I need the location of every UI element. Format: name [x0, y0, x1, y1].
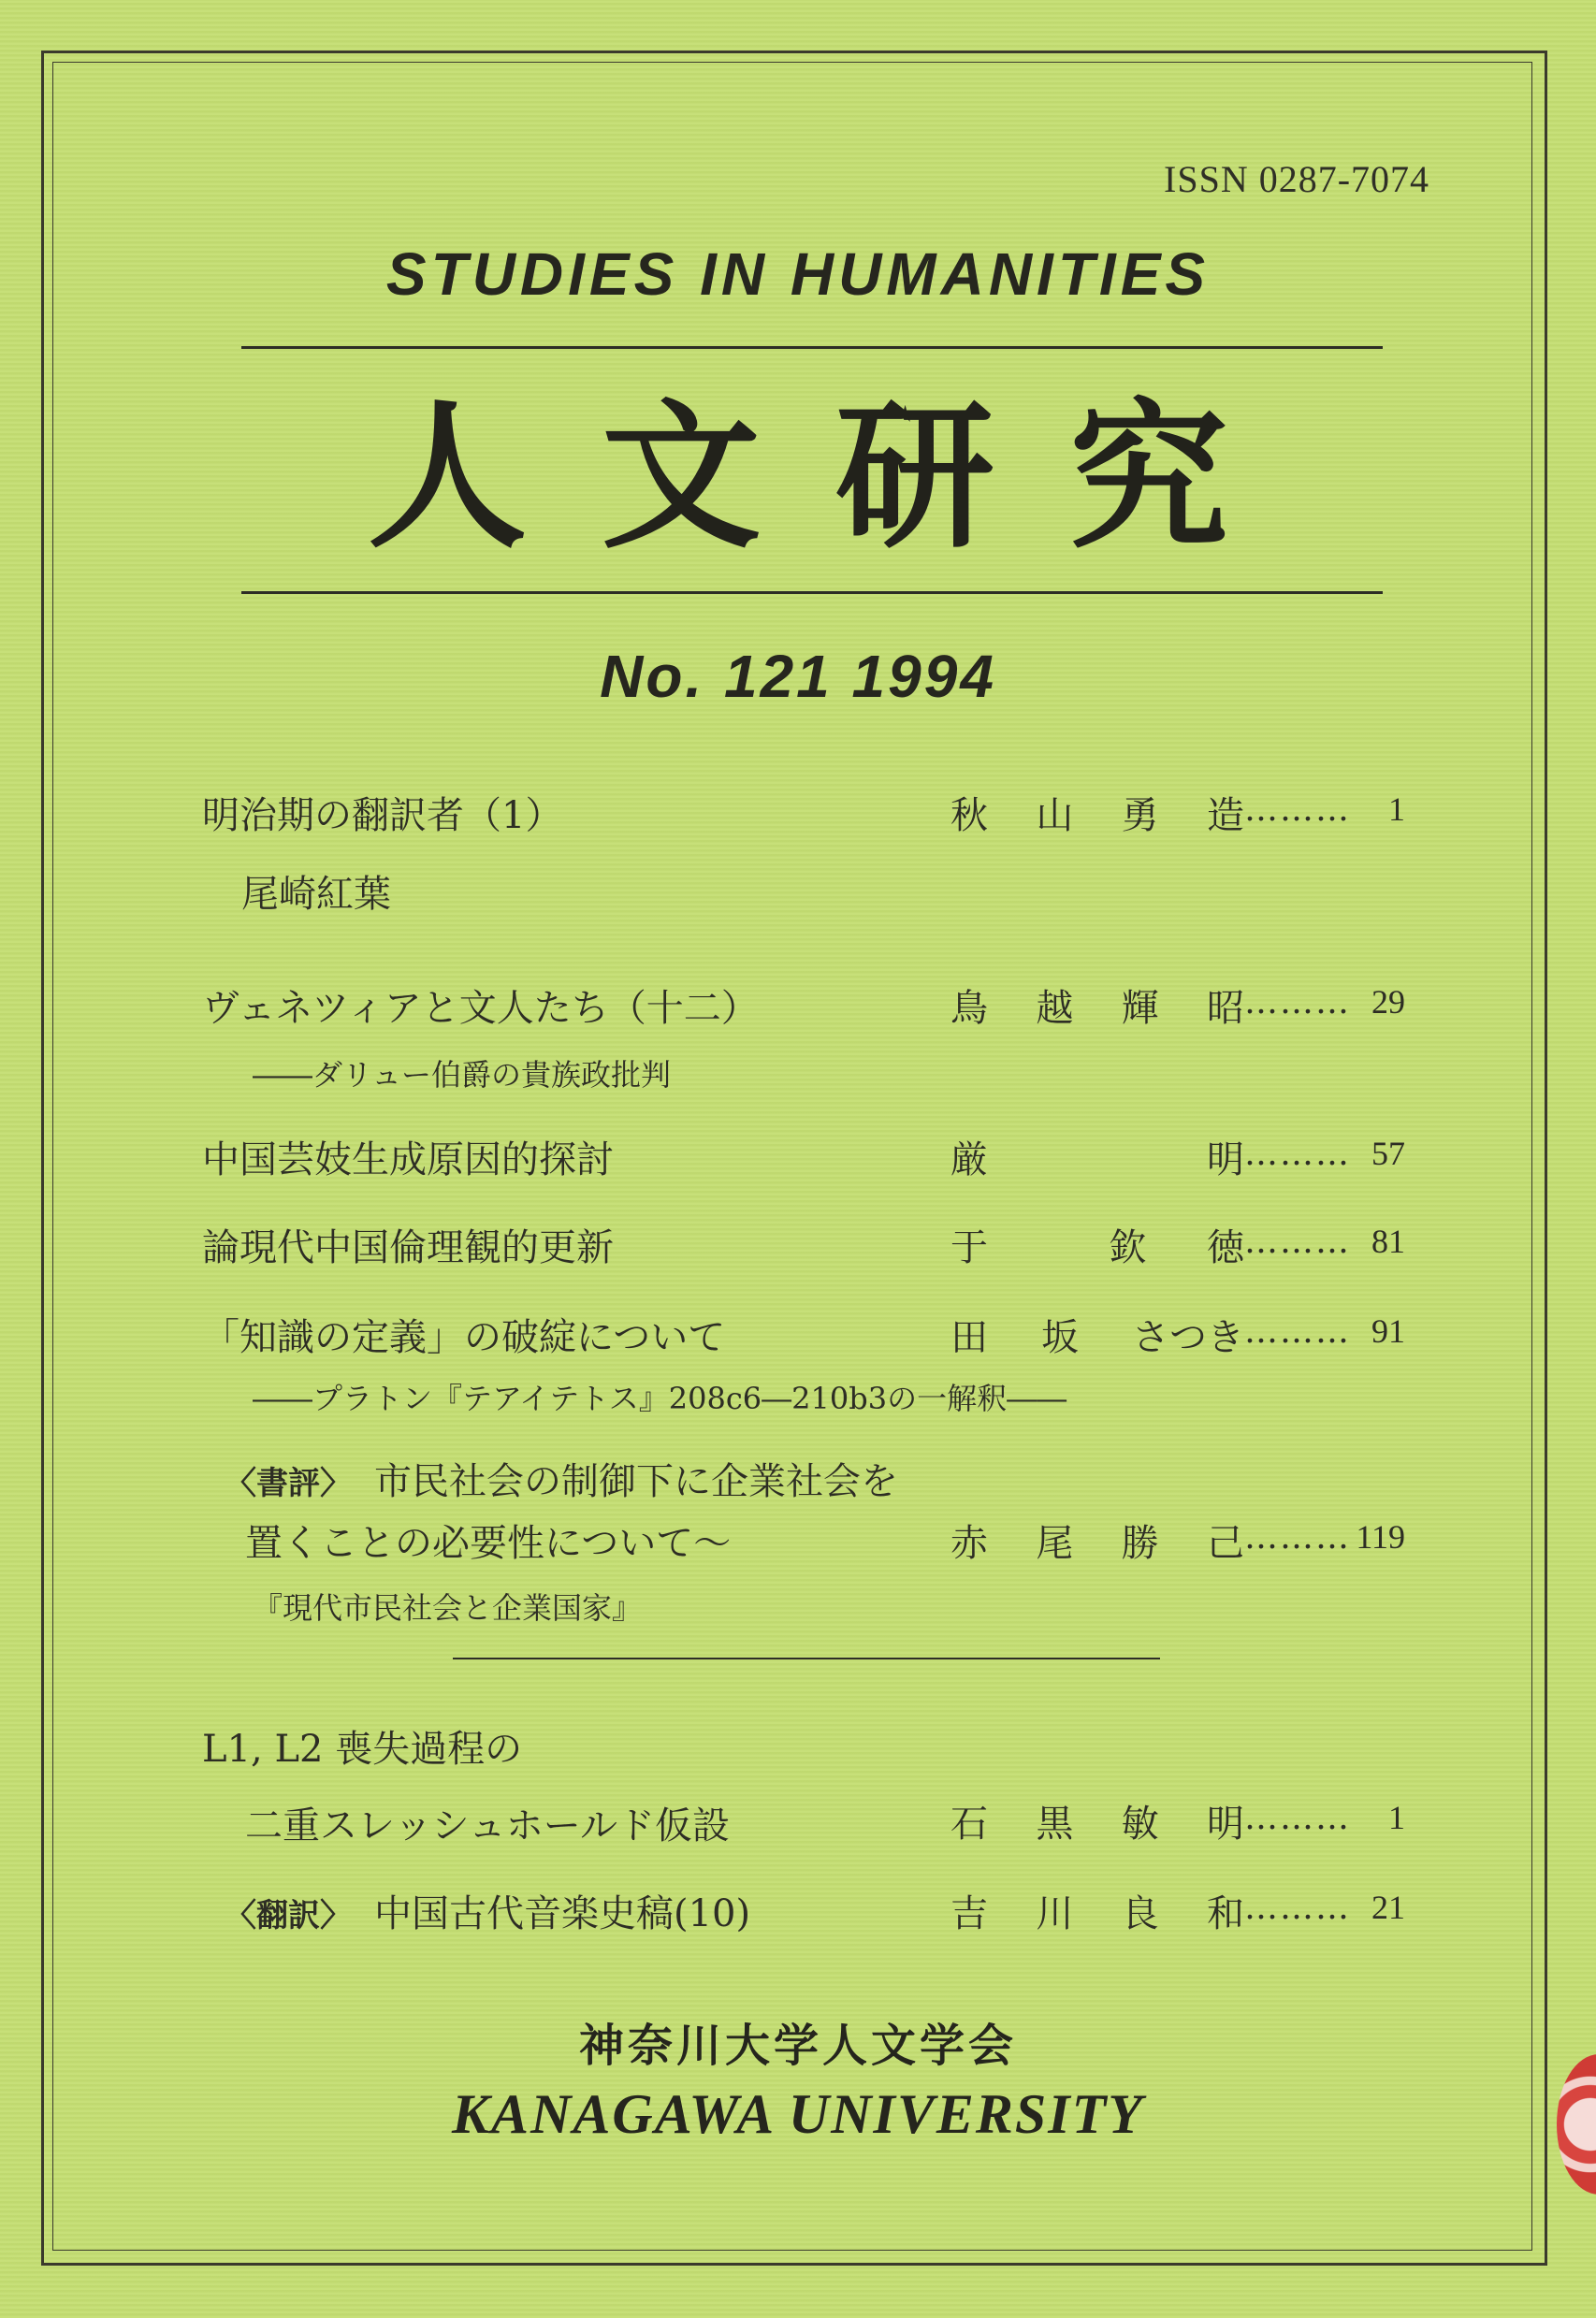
toc-entry-author — [950, 978, 1244, 1032]
toc-entry-author — [950, 1218, 1244, 1271]
author-char: 田 — [950, 1316, 988, 1359]
author-char: 己 — [1206, 1522, 1244, 1565]
toc-entry-author — [950, 1308, 1244, 1361]
author-char: 明 — [1206, 1803, 1244, 1846]
author-char: 黒 — [1036, 1803, 1074, 1846]
page-number: 91 — [1371, 1312, 1405, 1350]
toc-entry-page — [1244, 790, 1405, 829]
issn-number: ISSN 0287-7074 — [1164, 158, 1430, 200]
toc-entry-page — [1244, 1517, 1405, 1557]
toc-entry-page — [1244, 1222, 1405, 1261]
author-char: 徳 — [1206, 1226, 1244, 1269]
leader-dots: ……… — [1244, 1312, 1351, 1351]
issue-number: No. 121 1994 — [600, 643, 996, 710]
toc-entry-title: 論現代中国倫理観的更新 — [202, 1226, 614, 1269]
title-rule-top — [241, 346, 1383, 349]
toc-entry-title-text: 中国古代音楽史稿(10) — [374, 1892, 751, 1935]
toc-entry-page — [1244, 1798, 1405, 1837]
page-number: 29 — [1371, 983, 1405, 1021]
leader-dots: ……… — [1244, 1518, 1351, 1557]
author-char: 敏 — [1121, 1803, 1159, 1846]
toc-entry-title-continued: 置くことの必要性について～ — [245, 1522, 732, 1565]
toc-entry-page — [1244, 982, 1405, 1021]
toc-entry-author — [950, 1794, 1244, 1847]
author-char: 輝 — [1121, 987, 1159, 1030]
page-number: 57 — [1371, 1135, 1405, 1172]
toc-entry-title — [225, 1884, 750, 1937]
toc-entry-page — [1244, 1311, 1405, 1351]
author-char: 吉 — [950, 1892, 988, 1935]
author-char: 明 — [1207, 1138, 1244, 1181]
toc-entry-page — [1244, 1888, 1405, 1927]
leader-dots: ……… — [1244, 790, 1351, 829]
review-tag: 〈書評〉 — [225, 1465, 352, 1502]
toc-entry-author — [950, 786, 1244, 839]
page-number: 1 — [1388, 1799, 1405, 1836]
toc-entry-subtitle: ――プラトン『テアイテトス』208c6―210b3の一解釈―― — [253, 1381, 1067, 1416]
toc-entry-subtitle: 『現代市民社会と企業国家』 — [253, 1590, 643, 1626]
page-number: 21 — [1371, 1889, 1405, 1926]
author-char: 坂 — [1041, 1316, 1079, 1359]
author-char: 石 — [950, 1803, 988, 1846]
toc-entry-title-text: 市民社会の制御下に企業社会を — [374, 1460, 898, 1503]
leader-dots: ……… — [1244, 1889, 1351, 1927]
toc-entry-page — [1244, 1134, 1405, 1173]
toc-entry-author — [950, 1130, 1244, 1183]
leader-dots: ……… — [1244, 983, 1351, 1021]
author-char: 越 — [1036, 987, 1074, 1030]
author-char: 和 — [1206, 1892, 1244, 1935]
author-char: 良 — [1121, 1892, 1159, 1935]
title-rule-bottom — [241, 591, 1383, 594]
leader-dots: ……… — [1244, 1799, 1351, 1837]
toc-entry-author — [950, 1884, 1244, 1937]
toc-entry-title-continued: 二重スレッシュホールド仮設 — [245, 1804, 730, 1847]
japanese-title: 人文研究 — [367, 384, 1303, 571]
author-char: 尾 — [1036, 1522, 1074, 1565]
toc-entry-subtitle: 尾崎紅葉 — [241, 873, 391, 916]
author-char: 赤 — [950, 1522, 988, 1565]
author-char: 于 — [950, 1226, 988, 1269]
author-char: 昭 — [1206, 987, 1244, 1030]
page-number: 81 — [1371, 1223, 1405, 1260]
page-number: 119 — [1356, 1518, 1405, 1556]
author-char: さつき — [1132, 1316, 1244, 1359]
toc-entry-title — [225, 1452, 898, 1505]
toc-entry-title: ヴェネツィアと文人たち（十二） — [202, 987, 759, 1030]
section-divider — [453, 1658, 1160, 1659]
author-char: 欽 — [1109, 1226, 1147, 1269]
author-char: 勝 — [1121, 1522, 1159, 1565]
author-char: 秋 — [950, 794, 988, 837]
author-char: 厳 — [950, 1138, 988, 1181]
toc-entry-author — [950, 1514, 1244, 1567]
author-char: 川 — [1036, 1892, 1074, 1935]
toc-entry-title: 明治期の翻訳者（1） — [202, 794, 563, 837]
toc-entry-subtitle: ――ダリュー伯爵の貴族政批判 — [253, 1057, 672, 1093]
publisher-name-jp: 神奈川大学人文学会 — [578, 2020, 1017, 2072]
leader-dots: ……… — [1244, 1223, 1351, 1261]
toc-entry-title: 中国芸妓生成原因的探討 — [202, 1138, 614, 1181]
author-char: 鳥 — [950, 987, 988, 1030]
toc-entry-title: L1, L2 喪失過程の — [202, 1728, 523, 1771]
author-char: 山 — [1036, 794, 1074, 837]
author-char: 造 — [1206, 794, 1244, 837]
toc-entry-title: 「知識の定義」の破綻について — [202, 1316, 726, 1359]
translation-tag: 〈翻訳〉 — [225, 1897, 352, 1934]
publisher-name-en: KANAGAWA UNIVERSITY — [452, 2083, 1144, 2145]
english-title: STUDIES IN HUMANITIES — [385, 240, 1211, 308]
author-char: 勇 — [1121, 794, 1159, 837]
leader-dots: ……… — [1244, 1135, 1351, 1173]
page-number: 1 — [1388, 790, 1405, 828]
